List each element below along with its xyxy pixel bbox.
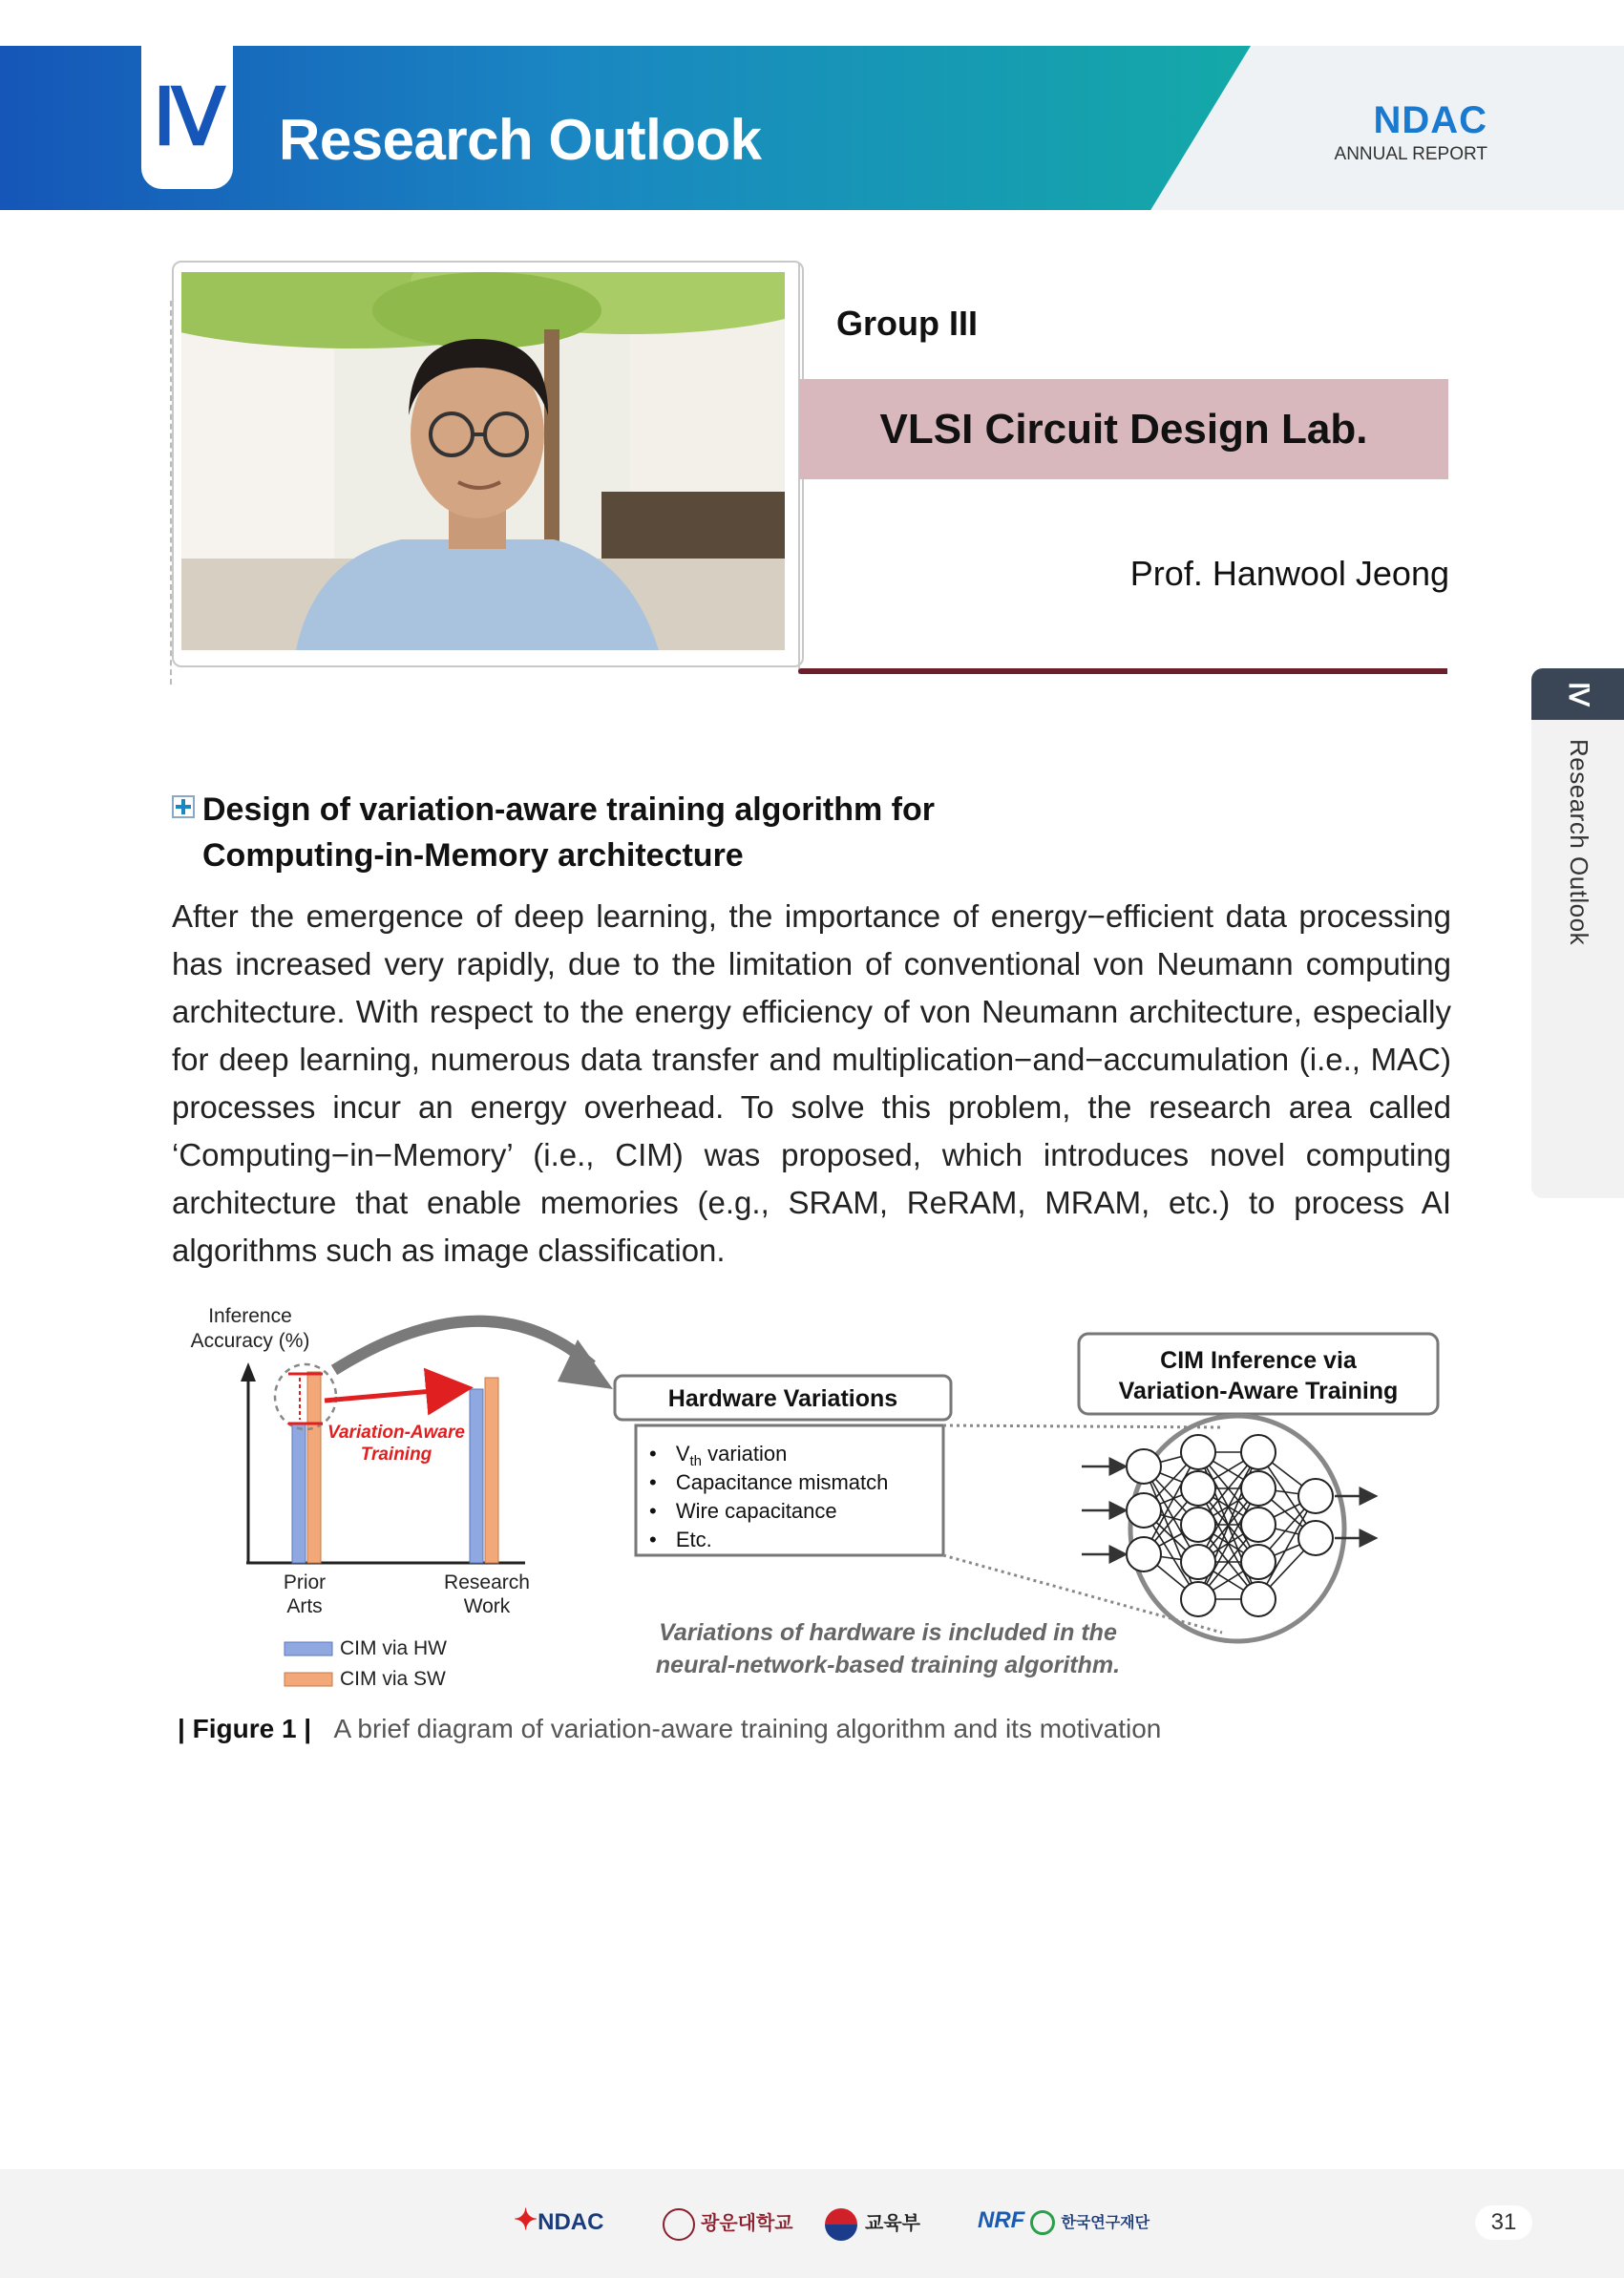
footer-logo-nrf: NRF 한국연구재단	[978, 2207, 1150, 2233]
header-title: Research Outlook	[279, 108, 762, 172]
bar-prior-sw	[307, 1372, 321, 1563]
x-tick-prior-line1: Prior	[283, 1571, 327, 1593]
page-header	[0, 0, 1624, 210]
nn-node	[1127, 1493, 1161, 1528]
x-tick-prior-line2: Arts	[286, 1595, 323, 1617]
footer-logo-ndac: ✦NDAC	[514, 2204, 604, 2236]
bar-research-hw	[470, 1389, 483, 1563]
nn-node	[1298, 1521, 1333, 1555]
portrait-illustration	[181, 272, 785, 650]
connector-top	[943, 1425, 1220, 1427]
nn-node	[1241, 1435, 1276, 1469]
side-tab-numeral-box	[1531, 668, 1624, 720]
curved-arrow	[334, 1321, 592, 1370]
legend-hw-label: CIM via HW	[340, 1637, 447, 1659]
nn-node	[1181, 1582, 1215, 1616]
y-axis-label-line2: Accuracy (%)	[190, 1330, 310, 1352]
nrf-ring-icon	[1030, 2210, 1055, 2235]
professor-photo	[181, 272, 785, 650]
hv-title: Hardware Variations	[667, 1385, 898, 1412]
figure-1	[172, 1294, 1456, 1704]
hv-item-2: • Capacitance mismatch	[649, 1470, 889, 1494]
nn-node	[1241, 1545, 1276, 1579]
legend-hw-swatch	[285, 1642, 332, 1656]
nn-node	[1127, 1537, 1161, 1571]
cim-title-line2: Variation-Aware Training	[1118, 1378, 1399, 1404]
y-axis-arrow	[241, 1362, 256, 1382]
cim-title-line1: CIM Inference via	[1160, 1347, 1357, 1374]
logo-name: NDAC	[1373, 99, 1487, 141]
section-body: After the emergence of deep learning, the importance of energy−efficient data processing has increased very rapidly, due to the limitation of conventional von Neumann computing architecture. With respect to the energy efficiency of von Neumann architecture, especially for deep learning, numerous data transfer and multiplication−and−accumulation (i.e., MAC) processes incur an energy overhead. To solve this problem, the research area called ‘Computing−in−Memory’ (i.e., CIM) was proposed, which introduces novel computing architecture that enable memories (e.g., SRAM, ReRAM, MRAM, etc.) to process AI algorithms such as image classification.	[172, 898, 1451, 1268]
panel-bottom-rule	[798, 668, 1447, 674]
side-tab-label: Research Outlook	[1565, 739, 1593, 946]
nn-node	[1241, 1582, 1276, 1616]
x-tick-research-line1: Research	[444, 1571, 530, 1593]
vat-label-line2: Training	[360, 1445, 432, 1465]
bar-research-sw	[485, 1378, 498, 1563]
hv-item-1: • $V_{th}$ variation	[649, 1442, 788, 1469]
side-tab-numeral: Ⅳ	[1562, 682, 1592, 707]
vat-label-line1: Variation-Aware	[327, 1423, 465, 1443]
improvement-arrow	[325, 1389, 454, 1401]
legend-sw-swatch	[285, 1673, 332, 1686]
section-title	[202, 787, 1062, 878]
logo-subtitle: ANNUAL REPORT	[1334, 144, 1487, 164]
nn-node	[1181, 1545, 1215, 1579]
section-title-line2: Computing-in-Memory architecture	[202, 837, 744, 874]
hv-item-3: • Wire capacitance	[649, 1499, 837, 1523]
nn-connections	[1144, 1452, 1316, 1599]
bar-prior-hw	[292, 1424, 306, 1563]
nn-node	[1181, 1508, 1215, 1542]
hv-item-4: • Etc.	[649, 1528, 712, 1551]
section-title-line1: Design of variation-aware training algorithm for	[202, 791, 935, 828]
ndac-logo	[1325, 99, 1487, 165]
star-icon: ✦	[514, 2204, 538, 2236]
nn-node	[1181, 1471, 1215, 1506]
caption-label: | Figure 1 |	[178, 1714, 312, 1743]
footer-logo-kw: 광운대학교	[663, 2207, 793, 2241]
group-label: Group III	[836, 304, 978, 343]
footer-logo-moe: 교육부	[825, 2207, 920, 2241]
caption-text: A brief diagram of variation-aware training algorithm and its motivation	[333, 1714, 1162, 1743]
y-axis-label-line1: Inference	[208, 1305, 292, 1327]
page-number: 31	[1475, 2205, 1532, 2240]
nn-node	[1181, 1435, 1215, 1469]
chapter-badge	[141, 46, 233, 189]
note-line1: Variations of hardware is included in the	[659, 1619, 1117, 1646]
chapter-numeral: Ⅳ	[153, 74, 221, 161]
nn-node	[1241, 1508, 1276, 1542]
x-tick-research-line2: Work	[463, 1595, 511, 1617]
side-chapter-tab[interactable]	[1531, 668, 1624, 1198]
figure-diagram	[172, 1294, 1456, 1704]
page-footer	[0, 2169, 1624, 2278]
seal-icon	[663, 2208, 695, 2241]
note-line2: neural-network-based training algorithm.	[655, 1652, 1121, 1678]
lab-name: VLSI Circuit Design Lab.	[879, 406, 1368, 453]
nn-node	[1127, 1449, 1161, 1484]
legend-sw-label: CIM via SW	[340, 1668, 446, 1690]
figure-caption	[178, 1714, 1161, 1744]
taegeuk-icon	[825, 2208, 857, 2241]
plus-square-icon	[172, 795, 195, 818]
nn-node	[1298, 1479, 1333, 1513]
professor-name: Prof. Hanwool Jeong	[1129, 554, 1449, 593]
nn-node	[1241, 1471, 1276, 1506]
